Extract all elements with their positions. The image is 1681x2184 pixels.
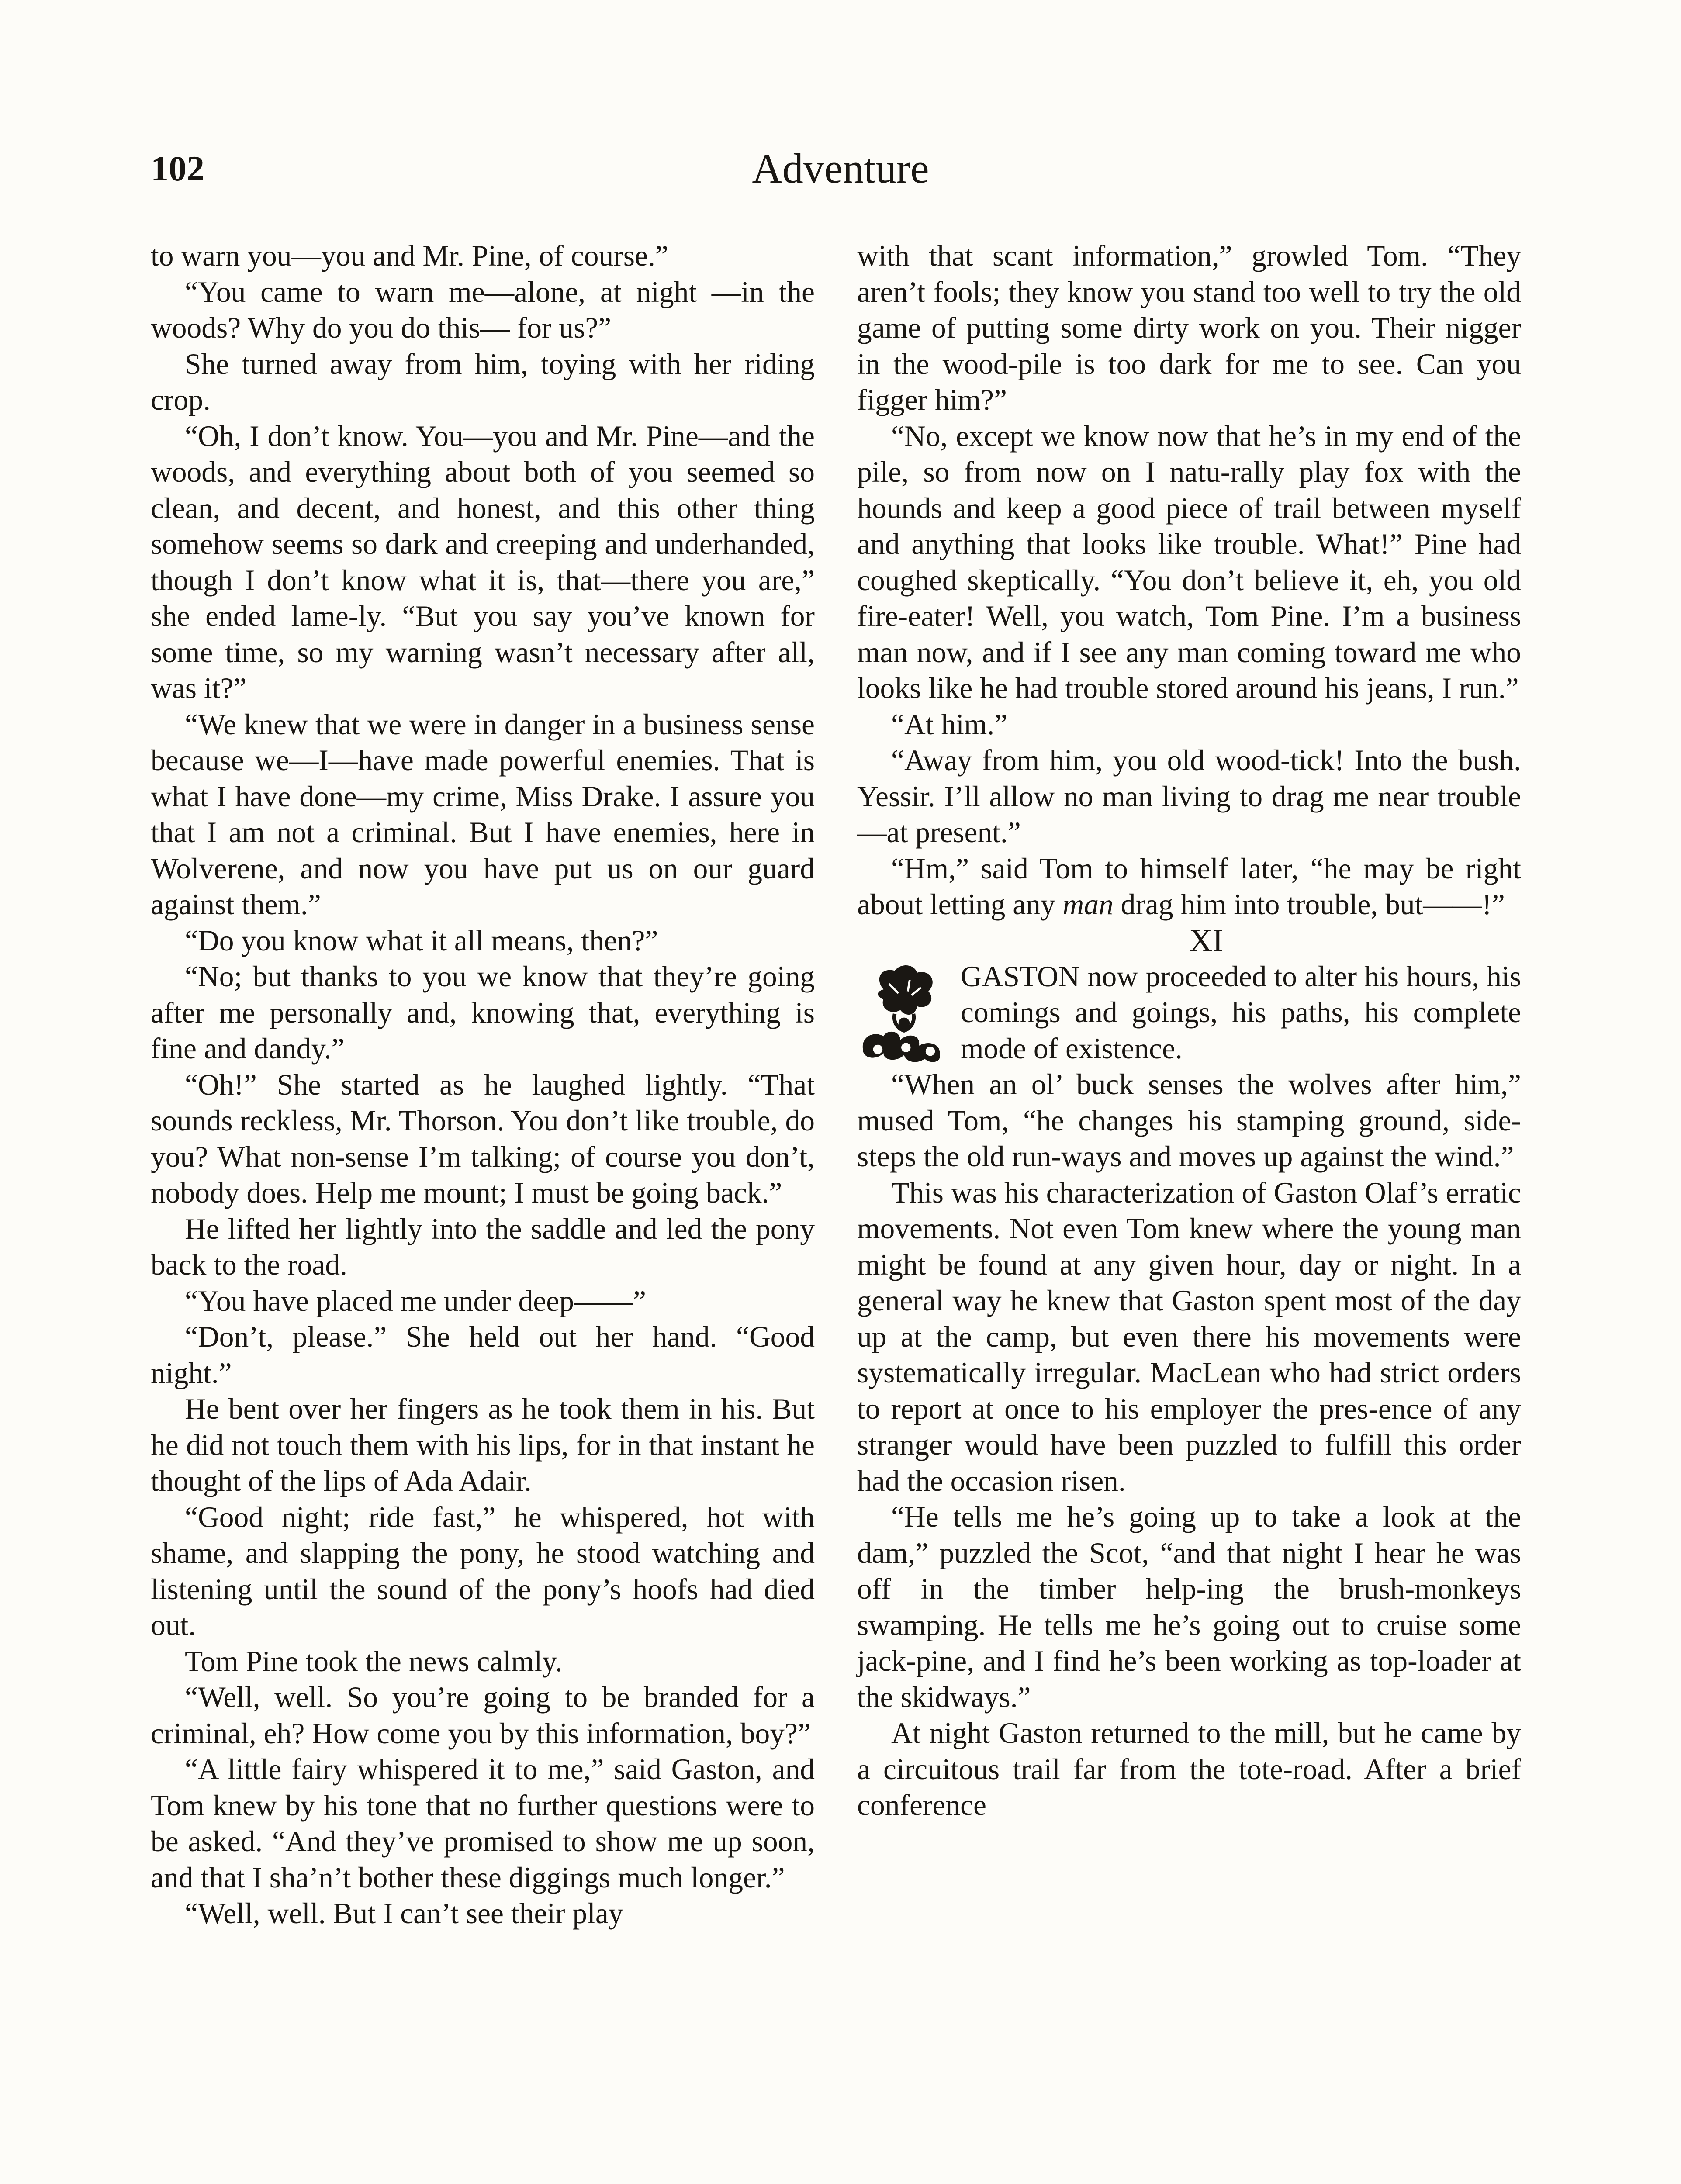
paragraph: She turned away from him, toying with her riding crop. <box>151 347 815 416</box>
paragraph: with that scant information,” growled Tom. “They aren’t fools; they know you stand too well to try the old game of putting some dirty work on you. Their nigger in the wood-pile is too dark for me to see. Can you figger him?” <box>857 239 1521 416</box>
dropcap-text: GASTON now proceeded to alter his hours, his comings and goings, his paths, his complete mode of existence. <box>961 960 1521 1065</box>
text-run: “Hm,” said Tom to himself later, “he may be right about letting any <box>857 852 1521 921</box>
paragraph: “We knew that we were in danger in a business sense because we—I—have made powerful enemies. That is what I have done—my crime, Miss Drake. I assure you that I am not a criminal. But I have enemies, here in Wolverene, and now you have put us on our guard against them.” <box>151 708 815 921</box>
magazine-title: Adventure <box>752 145 929 192</box>
paragraph: He lifted her lightly into the saddle and led the pony back to the road. <box>151 1212 815 1281</box>
dropcap-paragraph <box>857 959 1521 1067</box>
paragraph: to warn you—you and Mr. Pine, of course.” <box>151 239 668 272</box>
paragraph: “You have placed me under deep——” <box>185 1284 646 1317</box>
paragraph: This was his characterization of Gaston Olaf’s erratic movements. Not even Tom knew where the young man might be found at any given hour, day or night. In a general way he knew that Gaston spent most of the day up at the camp, but even there his movements were systematically irregular. MacLean who had strict orders to report at once to his employer the pres-ence of any stranger would have been puzzled to fulfill this order had the occasion risen. <box>857 1176 1521 1497</box>
paragraph: “Away from him, you old wood-tick! Into the bush. Yessir. I’ll allow no man living to drag me near trouble—at present.” <box>857 744 1521 849</box>
paragraph <box>857 851 1521 923</box>
paragraph: “No, except we know now that he’s in my end of the pile, so from now on I natu-rally play fox with the hounds and keep a good piece of trail between myself and anything that looks like trouble. What!” Pine had coughed skeptically. “You don’t believe it, eh, you old fire-eater! Well, you watch, Tom Pine. I’m a business man now, and if I see any man coming toward me who looks like he had trouble stored around his jeans, I run.” <box>857 419 1521 705</box>
paragraph: “Good night; ride fast,” he whispered, hot with shame, and slapping the pony, he stood watching and listening until the sound of the pony’s hoofs had died out. <box>151 1500 815 1641</box>
paragraph: “Oh!” She started as he laughed lightly. “That sounds reckless, Mr. Thorson. You don’t like trouble, do you? What non-sense I’m talking; of course you don’t, nobody does. Help me mount; I must be going back.” <box>151 1068 815 1209</box>
paragraph: Tom Pine took the news calmly. <box>185 1645 563 1678</box>
italic-word: man <box>1062 888 1114 921</box>
paragraph: He bent over her fingers as he took them in his. But he did not touch them with his lips, for in that instant he thought of the lips of Ada Adair. <box>151 1393 815 1497</box>
paragraph: “Don’t, please.” She held out her hand. “Good night.” <box>151 1320 815 1389</box>
paragraph: “Oh, I don’t know. You—you and Mr. Pine—and the woods, and everything about both of you seemed so clean, and decent, and honest, and this other thing somehow seems so dark and creeping and underhanded, though I don’t know what it is, that—there you are,” she ended lame-ly. “But you say you’ve known for some time, so my warning wasn’t necessary after all, was it?” <box>151 419 815 705</box>
page-number: 102 <box>151 149 204 188</box>
paragraph: “When an ol’ buck senses the wolves after him,” mused Tom, “he changes his stamping ground, side-steps the old run-ways and moves up against the wind.” <box>857 1068 1521 1173</box>
text-run: drag him into trouble, but——!” <box>1113 888 1505 921</box>
paragraph: “You came to warn me—alone, at night —in the woods? Why do you do this— for us?” <box>151 275 815 344</box>
paragraph: “Well, well. So you’re going to be branded for a criminal, eh? How come you by this information, boy?” <box>151 1681 815 1750</box>
paragraph: “A little fairy whispered it to me,” said Gaston, and Tom knew by his tone that no further questions were to be asked. “And they’ve promised to show me up soon, and that I sha’n’t bother these diggings much longer.” <box>151 1753 815 1894</box>
paragraph: “Well, well. But I can’t see their play <box>185 1897 623 1930</box>
right-column <box>857 238 1521 1824</box>
decorative-initial-ornament <box>857 961 951 1066</box>
paragraph: “No; but thanks to you we know that they’re going after me personally and, knowing that, everything is fine and dandy.” <box>151 960 815 1065</box>
paragraph: At night Gaston returned to the mill, but he came by a circuitous trail far from the tote-road. After a brief conference <box>857 1717 1521 1821</box>
paragraph: “Do you know what it all means, then?” <box>185 924 658 957</box>
paragraph: “At him.” <box>891 708 1008 741</box>
left-column <box>151 238 815 1932</box>
section-number: XI <box>1189 923 1224 959</box>
paragraph: “He tells me he’s going up to take a look at the dam,” puzzled the Scot, “and that night I hear he was off in the timber help-ing the brush-monkeys swamping. He tells me he’s going out to cruise some jack-pine, and I find he’s been working as top-loader at the skidways.” <box>857 1500 1521 1714</box>
